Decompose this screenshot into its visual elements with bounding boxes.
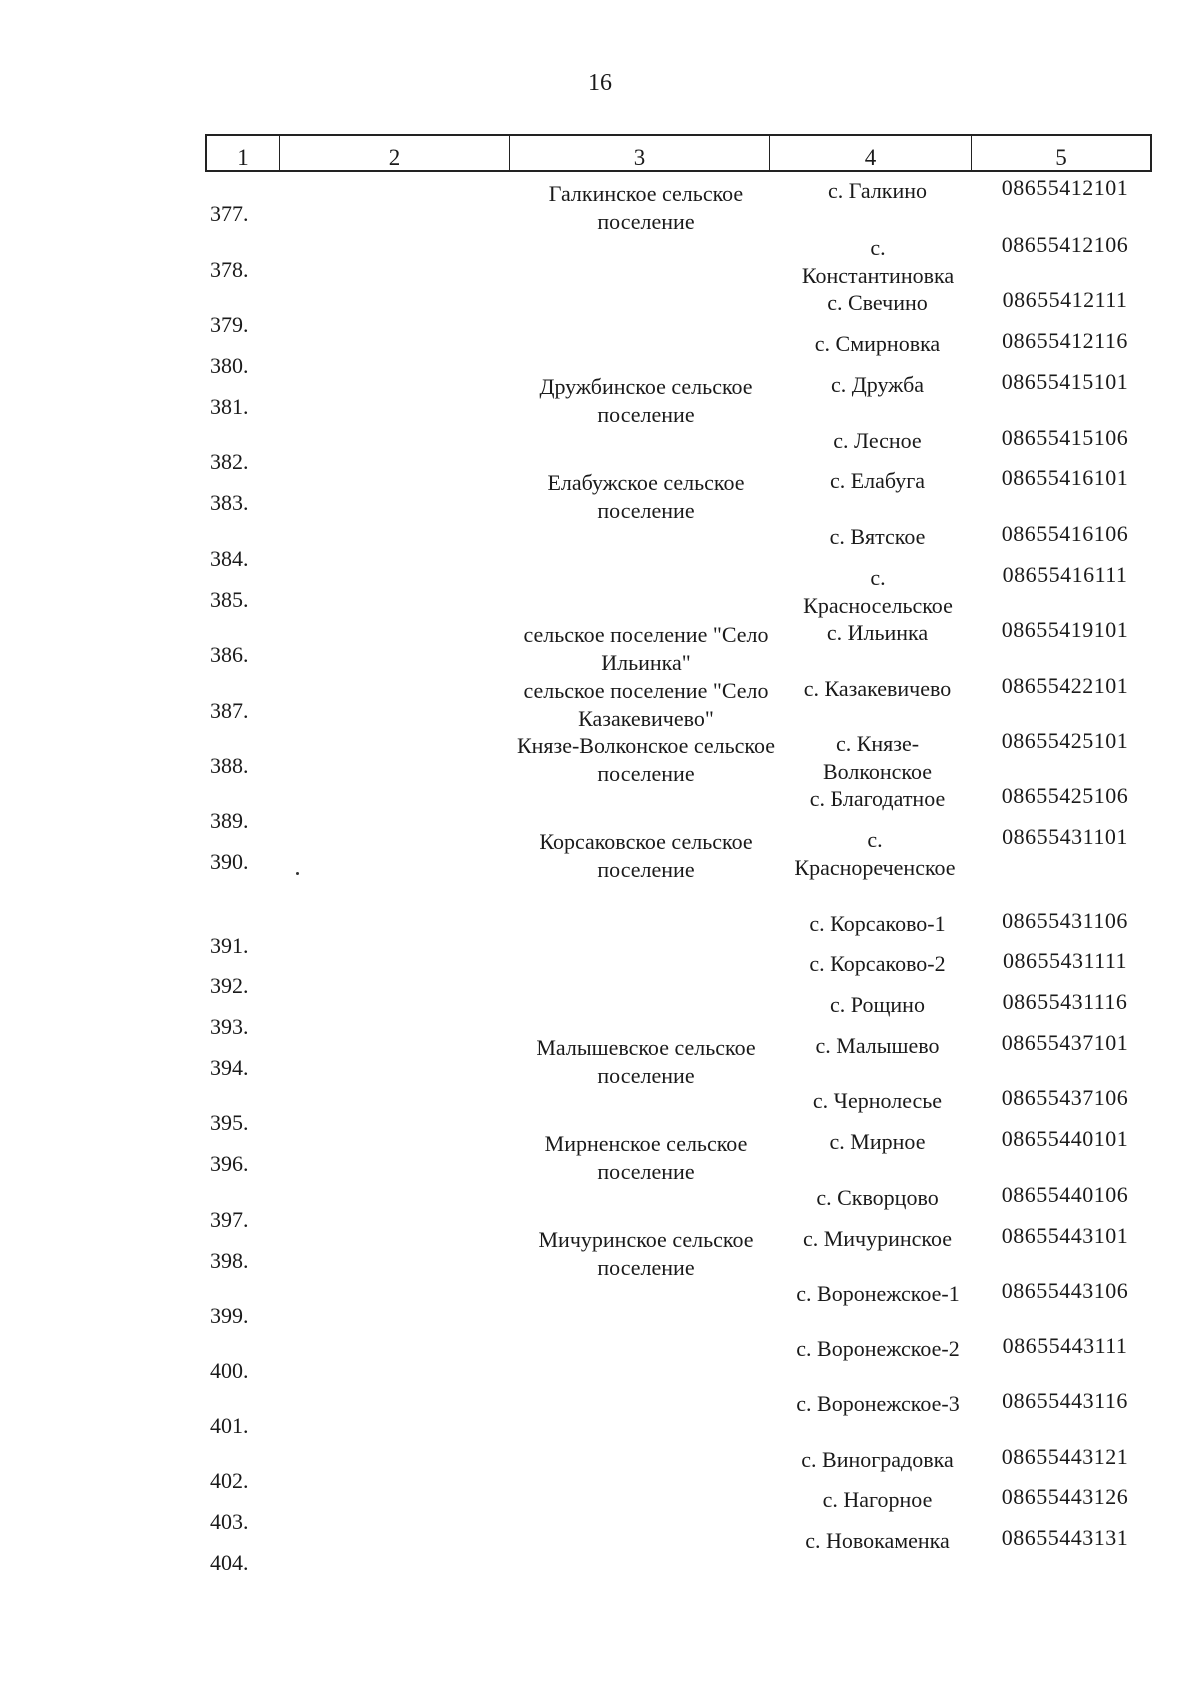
oktmo-code: 08655443106 xyxy=(1001,1278,1129,1303)
row-number: 386. xyxy=(210,642,249,667)
oktmo-code: 08655431101 xyxy=(1002,824,1128,849)
oktmo-code: 08655425106 xyxy=(1001,783,1129,808)
row-number: 397. xyxy=(210,1207,249,1232)
oktmo-code: 08655443126 xyxy=(1001,1484,1129,1509)
row-number: 404. xyxy=(210,1550,249,1575)
row-number: 390. xyxy=(210,849,249,874)
row-number: 396. xyxy=(210,1151,249,1176)
header-col-2: 2 xyxy=(280,136,510,170)
oktmo-code: 08655440101 xyxy=(1001,1126,1129,1151)
settlement-name: с. Виноградовка xyxy=(801,1447,954,1472)
row-number: 403. xyxy=(210,1509,249,1534)
settlement-name: с. Чернолесье xyxy=(812,1088,943,1113)
oktmo-code: 08655443131 xyxy=(1001,1525,1129,1550)
settlement-name: с. Князе-Волконское xyxy=(822,731,933,784)
oktmo-code: 08655412116 xyxy=(1002,328,1128,353)
header-col-5: 5 xyxy=(1055,145,1067,170)
oktmo-code: 08655443116 xyxy=(1002,1388,1128,1413)
municipality-name: сельское поселение "Село Казакевичево" xyxy=(523,678,769,731)
settlement-name: с. Скворцово xyxy=(816,1185,939,1210)
row-number: 402. xyxy=(210,1468,249,1493)
settlement-name: с. Мичуринское xyxy=(802,1226,953,1251)
settlement-name: с. Елабуга xyxy=(829,468,926,493)
municipality-name: Дружбинское сельское поселение xyxy=(539,374,753,427)
scan-speck xyxy=(296,872,299,875)
row-number: 392. xyxy=(210,973,249,998)
row-number: 394. xyxy=(210,1055,249,1080)
oktmo-code: 08655443111 xyxy=(1002,1333,1128,1358)
settlement-name: с. Корсаково-1 xyxy=(809,911,946,936)
row-number: 401. xyxy=(210,1413,249,1438)
municipality-name: Галкинское сельское поселение xyxy=(548,181,744,234)
row-number: 399. xyxy=(210,1303,249,1328)
settlement-name: с. Воронежское-1 xyxy=(796,1281,960,1306)
settlement-name: с. Мирное xyxy=(829,1129,926,1154)
row-number: 389. xyxy=(210,808,249,833)
settlement-name: с. Благодатное xyxy=(809,786,946,811)
oktmo-code: 08655431106 xyxy=(1002,908,1128,933)
oktmo-code: 08655431116 xyxy=(1002,989,1128,1014)
oktmo-code: 08655425101 xyxy=(1001,728,1129,753)
row-number: 391. xyxy=(210,933,249,958)
settlement-name: с. Корсаково-2 xyxy=(809,951,946,976)
row-number: 395. xyxy=(210,1110,249,1135)
settlement-name: с. Вятское xyxy=(829,524,926,549)
oktmo-code: 08655443101 xyxy=(1001,1223,1129,1248)
oktmo-code: 08655437101 xyxy=(1001,1030,1129,1055)
settlement-name: с. Казакевичево xyxy=(803,676,952,701)
municipality-name: сельское поселение "Село Ильинка" xyxy=(523,622,769,675)
row-number: 380. xyxy=(210,353,249,378)
row-number: 377. xyxy=(210,201,249,226)
row-number: 384. xyxy=(210,546,249,571)
settlement-name: с. Смирновка xyxy=(814,331,941,356)
oktmo-code: 08655416106 xyxy=(1001,521,1129,546)
header-col-3: 3 xyxy=(510,136,770,170)
settlement-name: с. Свечино xyxy=(827,290,928,315)
oktmo-code: 08655412111 xyxy=(1002,287,1128,312)
municipality-name: Корсаковское сельское поселение xyxy=(539,829,753,882)
settlement-name: с. Рощино xyxy=(830,992,925,1017)
oktmo-code: 08655412101 xyxy=(1001,175,1129,200)
oktmo-code: 08655412106 xyxy=(1001,232,1129,257)
oktmo-code: 08655415106 xyxy=(1001,425,1129,450)
settlement-name: с. Воронежское-3 xyxy=(796,1391,960,1416)
settlement-name: с. Галкино xyxy=(827,178,928,203)
row-number: 385. xyxy=(210,587,249,612)
settlement-name: с. Нагорное xyxy=(822,1487,933,1512)
table-header-row xyxy=(205,134,1152,172)
municipality-name: Малышевское сельское поселение xyxy=(536,1035,756,1088)
row-number: 393. xyxy=(210,1014,249,1039)
row-number: 379. xyxy=(210,312,249,337)
header-col-4: 4 xyxy=(770,136,972,170)
oktmo-code: 08655437106 xyxy=(1001,1085,1129,1110)
row-number: 400. xyxy=(210,1358,249,1383)
oktmo-code: 08655443121 xyxy=(1001,1444,1129,1469)
oktmo-code: 08655416101 xyxy=(1001,465,1129,490)
oktmo-code: 08655422101 xyxy=(1001,673,1129,698)
row-number: 387. xyxy=(210,698,249,723)
oktmo-code: 08655419101 xyxy=(1001,617,1129,642)
settlement-name: с. Красносельское xyxy=(803,565,953,618)
row-number: 378. xyxy=(210,257,249,282)
header-col-1: 1 xyxy=(207,136,280,170)
municipality-name: Мирненское сельское поселение xyxy=(544,1131,748,1184)
oktmo-code: 08655440106 xyxy=(1001,1182,1129,1207)
settlement-name: с. Краснореченское xyxy=(794,827,956,880)
row-number: 381. xyxy=(210,394,249,419)
municipality-name: Елабужское сельское поселение xyxy=(547,470,745,523)
row-number: 383. xyxy=(210,490,249,515)
row-number: 382. xyxy=(210,449,249,474)
settlement-name: с. Дружба xyxy=(830,372,925,397)
municipality-name: Мичуринское сельское поселение xyxy=(538,1227,754,1280)
row-number: 388. xyxy=(210,753,249,778)
page-number: 16 xyxy=(588,70,612,96)
settlement-name: с. Малышево xyxy=(815,1033,940,1058)
oktmo-code: 08655416111 xyxy=(1002,562,1128,587)
settlement-name: с. Константиновка xyxy=(801,235,955,288)
oktmo-code: 08655431111 xyxy=(1002,948,1128,973)
settlement-name: с. Лесное xyxy=(833,428,922,453)
settlement-name: с. Ильинка xyxy=(826,620,929,645)
row-number: 398. xyxy=(210,1248,249,1273)
oktmo-code: 08655415101 xyxy=(1001,369,1129,394)
settlement-name: с. Воронежское-2 xyxy=(796,1336,960,1361)
settlement-name: с. Новокаменка xyxy=(805,1528,950,1553)
municipality-name: Князе-Волконское сельское поселение xyxy=(516,733,776,786)
